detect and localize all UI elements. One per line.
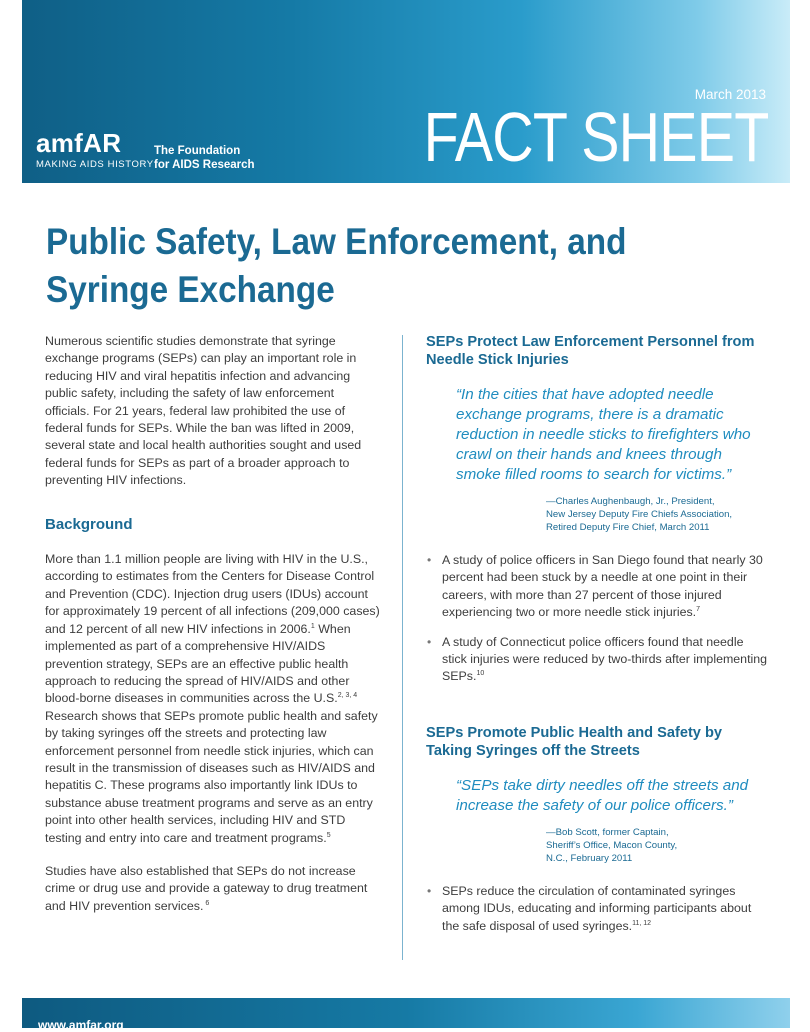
document-type-heading: FACT SHEET [423, 98, 768, 176]
footnote-ref: 7 [696, 606, 701, 614]
header-banner [22, 0, 790, 183]
list-item-text: A study of Connecticut police officers found that needle stick injuries were reduced by two-thirds after implementing SEPs. [442, 634, 768, 684]
background-paragraph-1 [45, 551, 381, 847]
list-item-text: A study of police officers in San Diego found that nearly 30 percent had been stuck by a needle at one point in their careers, with more than 27 percent of those injured experiencing two or more needle stick injuries. [442, 553, 763, 620]
foundation-line-2: for AIDS Research [154, 159, 255, 171]
pull-quote: “SEPs take dirty needles off the streets and increase the safety of our police officers.” [456, 776, 749, 814]
attribution-line: —Charles Aughenbaugh, Jr., President, [546, 496, 715, 507]
section-heading-public-health: SEPs Promote Public Health and Safety by Taking Syringes off the Streets [426, 724, 723, 759]
footnote-ref: 2, 3, 4 [337, 692, 358, 700]
list-item-text: SEPs reduce the circulation of contaminated syringes among IDUs, educating and informing participants about the safe disposal of used syringes. [442, 883, 752, 933]
foundation-name [154, 144, 255, 172]
quote-attribution [546, 495, 766, 534]
right-column [426, 333, 771, 947]
attribution-line: N.C., February 2011 [546, 852, 633, 864]
attribution-line: New Jersey Deputy Fire Chiefs Association, [546, 509, 733, 520]
background-paragraph-2 [45, 863, 381, 915]
list-item [426, 634, 771, 686]
website-link[interactable]: www.amfar.org [38, 1018, 124, 1032]
bullet-list [426, 552, 771, 686]
footnote-ref: 10 [476, 670, 485, 678]
intro-paragraph: Numerous scientific studies demonstrate that syringe exchange programs (SEPs) can play an important role in reducing HIV and viral hepatitis infection and advancing public safety, including the safety of law enforcement officials. For 21 years, federal law prohibited the use of federal funds for SEPs. While the ban was lifted in 2009, several state and local health authorities sought and used federal funds for SEPs as part of a broader approach to preventing HIV infections. [45, 334, 362, 488]
section-heading-needle-stick: SEPs Protect Law Enforcement Personnel from Needle Stick Injuries [426, 334, 755, 368]
background-heading: Background [45, 515, 133, 533]
foundation-line-1: The Foundation [154, 145, 241, 157]
publication-date: March 2013 [694, 87, 766, 102]
footnote-ref: 5 [326, 831, 331, 839]
page-title: Public Safety, Law Enforcement, and Syringe Exchange [46, 221, 627, 310]
attribution-line: —Bob Scott, former Captain, [546, 826, 669, 838]
logo-tagline: MAKING AIDS HISTORY [36, 159, 154, 170]
bullet-dot-icon: • [427, 883, 432, 898]
footer-banner [22, 998, 790, 1032]
footnote-ref: 6 [203, 899, 210, 907]
section-spacer [426, 698, 771, 724]
left-column [45, 333, 381, 915]
amfar-logo[interactable]: amfAR [36, 128, 122, 158]
footnote-ref: 1 [310, 622, 315, 630]
background-text-d: Studies have also established that SEPs do not increase crime or drug use and provide a gateway to drug treatment and HIV prevention services. [45, 863, 368, 913]
footnote-ref: 11, 12 [632, 919, 652, 927]
bullet-list [426, 883, 771, 935]
list-item [426, 883, 771, 935]
column-divider [402, 335, 403, 960]
bullet-dot-icon: • [427, 634, 432, 649]
pull-quote: “In the cities that have adopted needle exchange programs, there is a dramatic reduction in needle sticks to firefighters who crawl on their hands and knees through smoke filled rooms to search for victims.” [456, 386, 751, 483]
attribution-line: Sheriff’s Office, Macon County, [546, 839, 678, 851]
quote-attribution [546, 826, 766, 865]
bullet-dot-icon: • [427, 553, 432, 567]
background-text-a: More than 1.1 million people are living with HIV in the U.S., according to estimates from the Centers for Disease Control and Prevention (CDC). Injection drug users (IDUs) account for approximately 19 percent of all infections (209,000 cases) and 12 percent of all new HIV infections in 2006. [45, 552, 380, 636]
background-text-b: When implemented as part of a comprehensive HIV/AIDS prevention strategy, SEPs are an effective public health approach to reducing the spread of HIV/AIDS and other blood-borne diseases in communities across the U.S. [45, 621, 351, 706]
list-item [426, 552, 771, 622]
background-text-c: Research shows that SEPs promote public health and safety by taking syringes off the streets and protecting law enforcement personnel from needle stick injuries, which can result in the transmission of diseases such as HIV/AIDS and hepatitis C. These programs also importantly link IDUs to substance abuse treatment programs and serve as an entry point into other health services, including HIV and STD testing and entry into care and treatment programs. [45, 708, 378, 845]
attribution-line: Retired Deputy Fire Chief, March 2011 [546, 522, 710, 533]
